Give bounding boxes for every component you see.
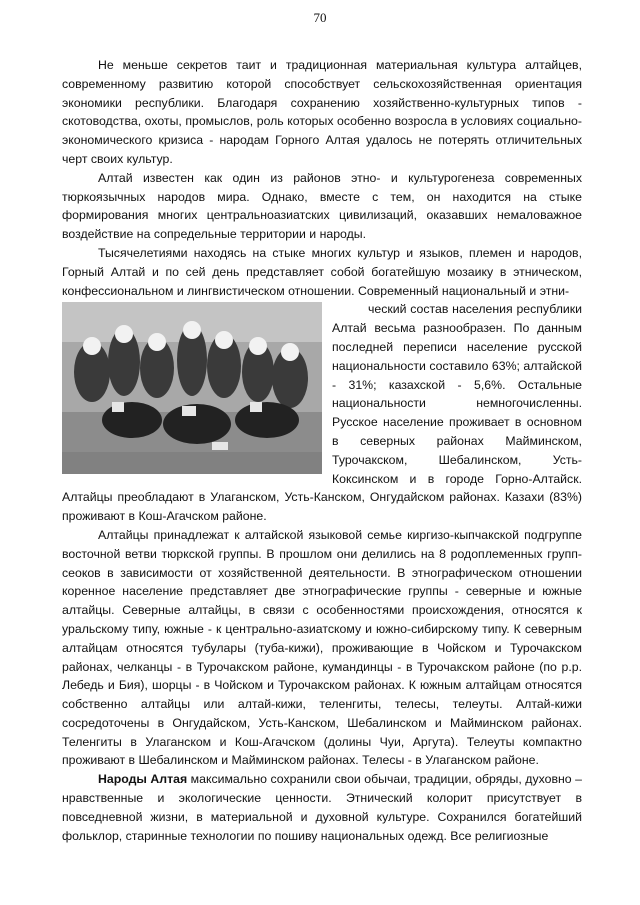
paragraph-traditions [62, 770, 582, 845]
paragraph-material-culture: Не меньше секретов таит и традиционная материальная культура алтайцев, современному развитию которой способствует сельскохозяйственная ориентация экономики республики. Благодаря сохранению хозяйственно-культурных типов - скотоводства, охоты, промыслов, роль которых особенно возросла в условиях социально-экономического кризиса - народам Горного Алтая удалось не потерять отличительных черт своих культур. [62, 58, 582, 166]
paragraph-language-groups: Алтайцы принадлежат к алтайской языковой семье киргизо-кыпчакской подгруппе восточной ветви тюркской группы. В прошлом они делились на 8 родоплеменных групп-сеоков в зависимости от хозяйственной деятельности. В этнографическом отношении коренное население представляет две этнографические группы - северные и южные алтайцы. Северные алтайцы, в связи с особенностями происхождения, относятся к уральскому типу, южные - к центрально-азиатскому и южно-сибирскому типу. К северным алтайцам относятся тубулары (туба-кижи), проживающие в Чойском и Турочакском районах, челканцы - в Турочакском районе, кумандинцы - в Турочакском районе (по р.р. Лебедь и Бия), шорцы - в Чойском и Турочакском районах. К южным алтайцам относятся собственно алтайцы или алтай-кижи, теленгиты, телесы, телеуты. Алтай-кижи сосредоточены в Онгудайском, Усть-Канском, Шебалинском и Майминском районах. Теленгиты в Улаганском и Кош-Агачском (долины Чуи, Аргута). Телеуты компактно проживают в Шебалинском и Майминском районах. Телесы - в Улаганском районе. [62, 527, 582, 768]
group-photo-image [62, 302, 322, 474]
group-photo [62, 302, 322, 474]
paragraph-population: ческий состав населения республики Алтай весьма разнообразен. По данным последней переписи население русской национальности составило 63%; алтайской - 31%; казахской - 5,6%. Остальные национальности немногочисленны. Русское население проживает в основном в северных районах Майминском, Турочакском, Шебалинском, Усть-Коксинском и в городе Горно-Алтайск. Алтайцы преобладают в Улаганском, Усть-Канском, Онгудайском районах. Казахи (83%) проживают в Кош-Агачском районе. [62, 302, 582, 524]
paragraph-ethnogenesis: Алтай известен как один из районов этно- и культурогенеза современных тюркоязычных народов мира. Однако, вместе с тем, он находится на стыке формирования многих центральноазиатских цивилизаций, оказавших немаловажное воздействие на сопредельные территории и народы. [62, 170, 582, 242]
document-body [62, 56, 582, 845]
paragraph-traditions-rest: максимально сохранили свои обычаи, традиции, обряды, духовно – нравственные и экологические ценности. Этнический колорит присутствует в повседневной жизни, в материальной и духовной культуре. Сохранился богатейший фольклор, старинные технологии по пошиву национальных одежд. Все религиозные [62, 772, 582, 843]
photo-text-block [62, 300, 582, 526]
paragraph-traditions-bold-lead: Народы Алтая [98, 772, 188, 787]
paragraph-mosaic-intro: Тысячелетиями находясь на стыке многих культур и языков, племен и народов, Горный Алтай и по сей день представляет собой богатейшую мозаику в этническом, конфессиональном и лингвистическом отношении. Современный национальный и этни- [62, 245, 582, 298]
page-number: 70 [313, 10, 327, 25]
